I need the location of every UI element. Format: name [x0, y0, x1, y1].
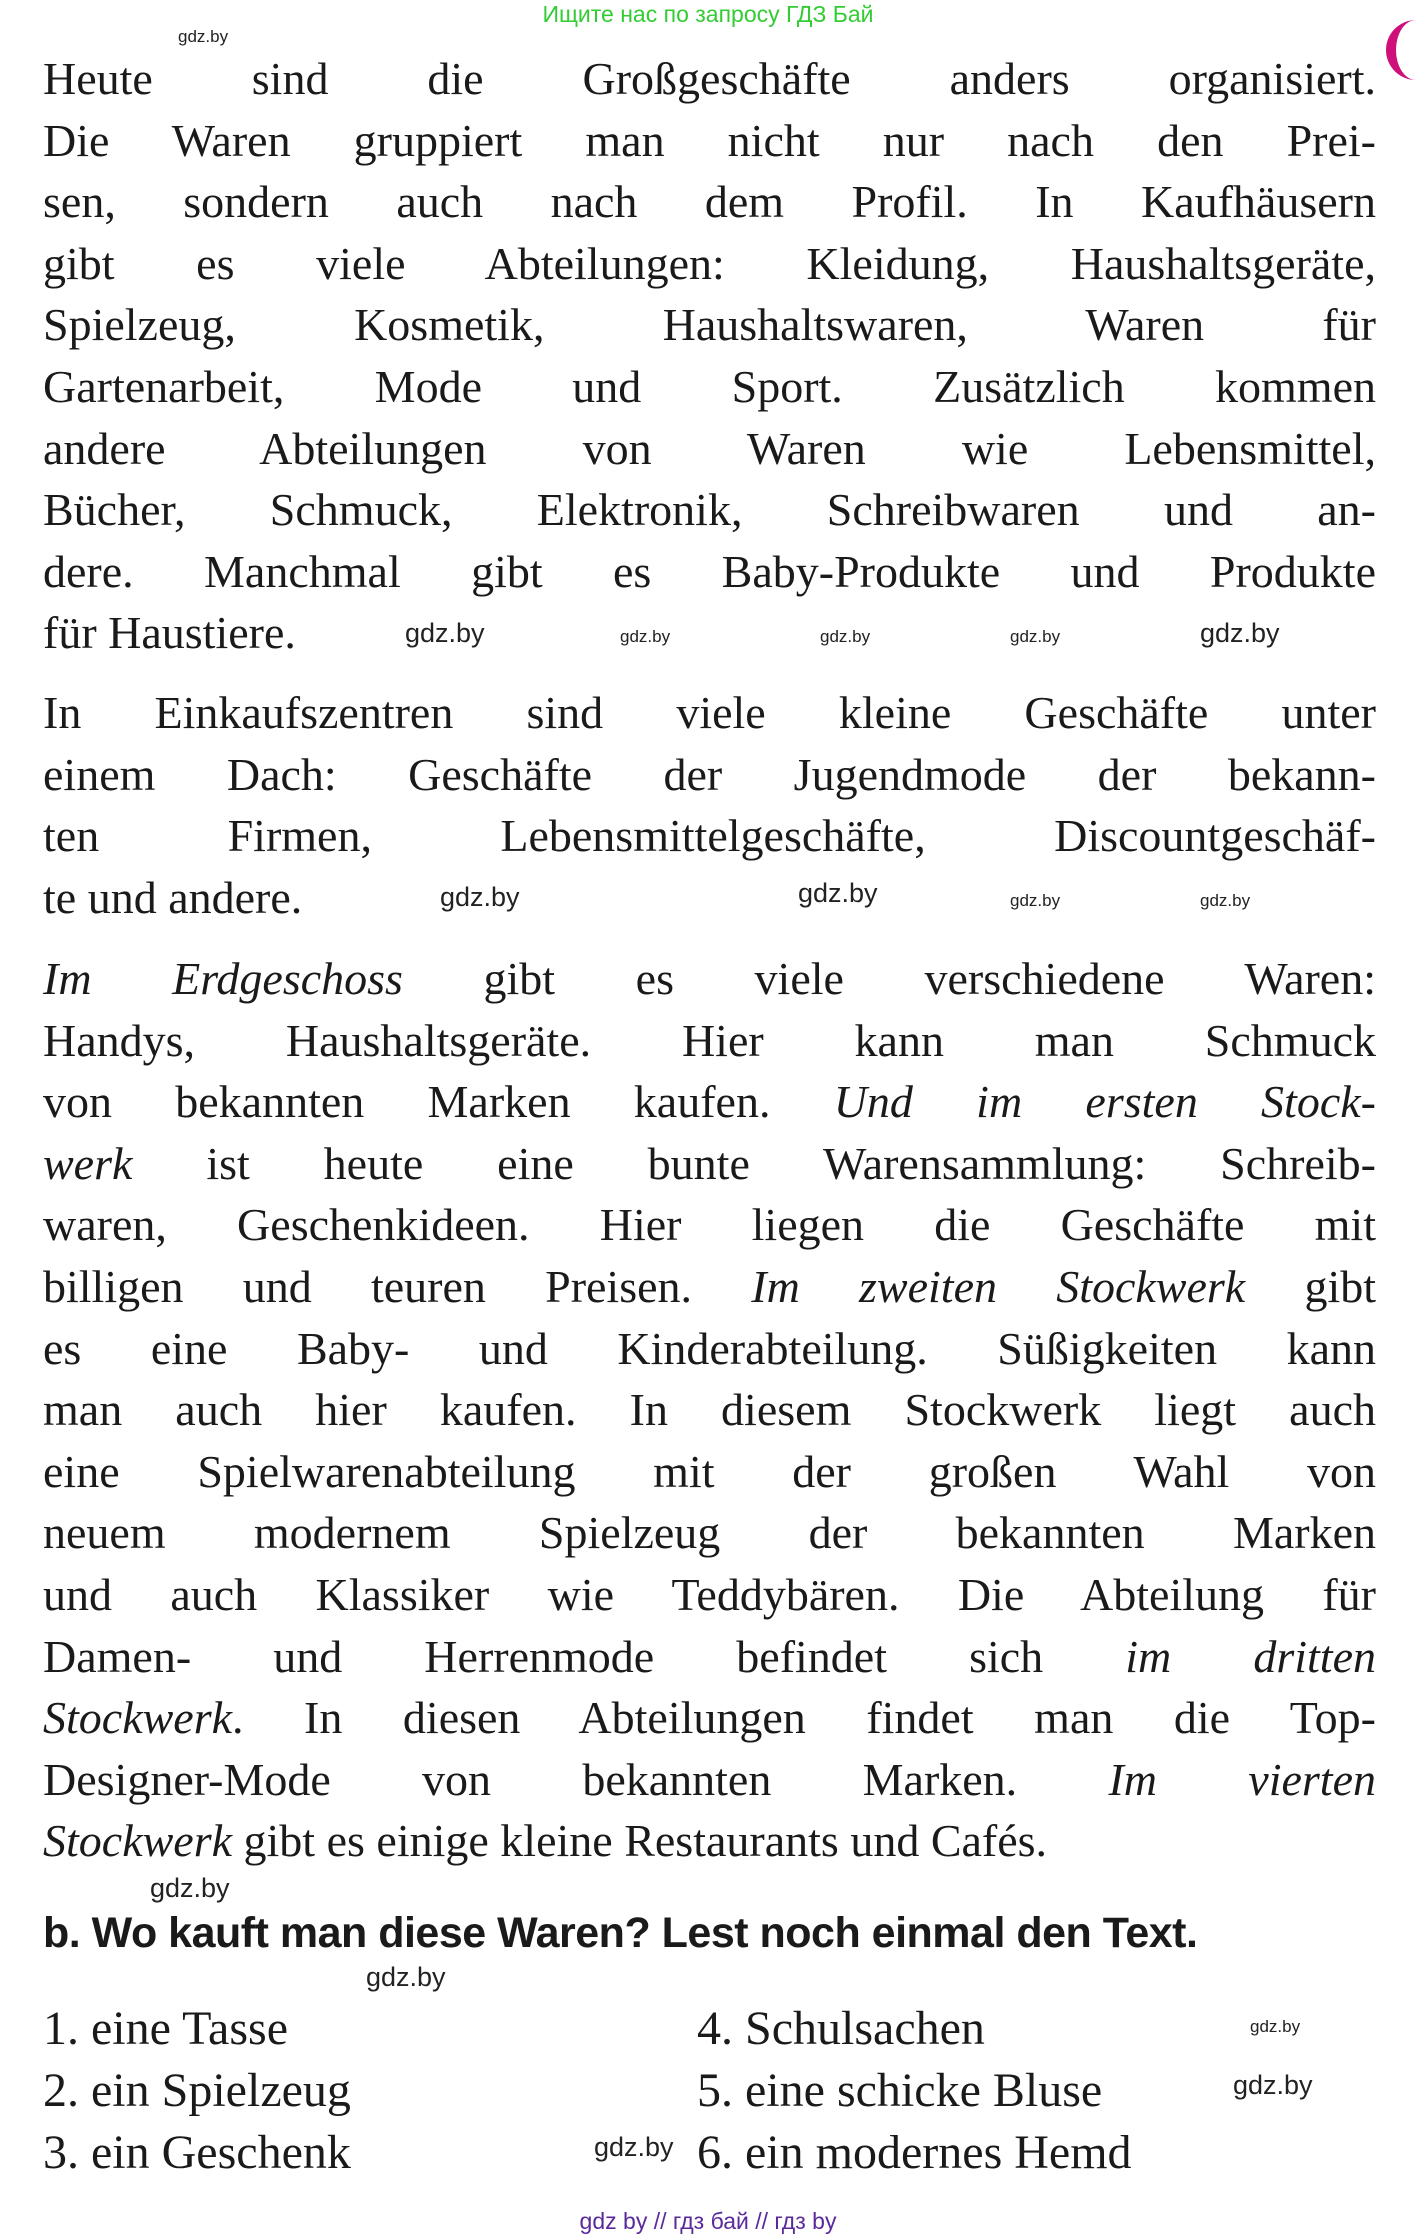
text: gibt: [1245, 1260, 1377, 1312]
watermark: gdz.by: [1200, 891, 1251, 910]
text-line: [43, 1194, 1376, 1256]
text-line: [43, 1379, 1376, 1441]
watermark: gdz.by: [1250, 2017, 1301, 2036]
text: Damen- und Herrenmode befindet sich: [43, 1630, 1126, 1682]
text-line: [43, 682, 1376, 744]
text: es eine Baby- und Kinderabteilung. Süßigkeiten kann: [43, 1322, 1376, 1374]
list-item: 3. ein Geschenk: [43, 2126, 351, 2179]
watermark: gdz.by: [1200, 618, 1280, 648]
text: gibt es viele verschiedene Waren:: [402, 953, 1376, 1004]
watermark: gdz.by: [405, 618, 485, 648]
list-item: 5. eine schicke Bluse: [697, 2064, 1103, 2117]
italic-text: werk: [43, 1137, 133, 1189]
italic-text: Im vierten: [1108, 1753, 1376, 1805]
italic-text: im dritten: [1125, 1630, 1376, 1682]
text-line: [43, 418, 1376, 480]
text-line: [43, 171, 1376, 233]
footer-links[interactable]: gdz by // гдз бай // гдз by: [579, 2208, 837, 2234]
text: eine Spielwarenabteilung mit der großen Wahl von: [43, 1445, 1376, 1497]
watermark: gdz.by: [1010, 627, 1061, 646]
text-line: [43, 1010, 1376, 1072]
text: andere Abteilungen von Waren wie Lebensmittel,: [43, 422, 1376, 474]
text-line: [43, 48, 1376, 110]
text: man auch hier kaufen. In diesem Stockwerk liegt auch: [43, 1384, 1376, 1436]
text: waren, Geschenkideen. Hier liegen die Geschäfte mit: [43, 1199, 1376, 1251]
decorative-corner-shape: [1386, 20, 1416, 80]
text-line: [43, 356, 1376, 418]
text-line: [43, 1564, 1376, 1626]
list-item: 6. ein modernes Hemd: [697, 2126, 1132, 2179]
text-line: [43, 110, 1376, 172]
watermark: gdz.by: [440, 882, 520, 912]
text-line: [43, 1133, 1376, 1195]
list-item: 1. eine Tasse: [43, 2002, 289, 2055]
text-line: [43, 948, 1376, 1010]
text-line: [43, 541, 1376, 603]
text: einem Dach: Geschäfte der Jugendmode der bekann-: [43, 748, 1376, 800]
text: Spielzeug, Kosmetik, Haushaltswaren, Waren für: [43, 299, 1376, 351]
text: gibt es einige kleine Restaurants und Cafés.: [232, 1815, 1048, 1867]
italic-text: Im Erdgeschoss: [43, 953, 403, 1004]
text: gibt es viele Abteilungen: Kleidung, Haushaltsgeräte,: [43, 237, 1376, 289]
text-line: [43, 805, 1376, 867]
paragraph-1: [43, 48, 1376, 664]
italic-text: Stockwerk: [43, 1692, 233, 1744]
text: te und andere.: [43, 871, 303, 923]
watermark: gdz.by: [594, 2132, 674, 2162]
text-line: [43, 479, 1376, 541]
watermark: gdz.by: [798, 878, 878, 908]
text: billigen und teuren Preisen.: [43, 1260, 752, 1312]
list-item: 4. Schulsachen: [697, 2002, 985, 2055]
text: neuem modernem Spielzeug der bekannten Marken: [43, 1507, 1376, 1559]
paragraph-3: [43, 948, 1376, 1872]
text: für Haustiere.: [43, 607, 296, 659]
text-line: [43, 602, 296, 664]
text-line: [43, 1687, 1376, 1749]
italic-text: Stockwerk: [43, 1815, 233, 1867]
watermark: gdz.by: [620, 627, 671, 646]
text-line: [43, 1318, 1376, 1380]
watermark: gdz.by: [1233, 2070, 1313, 2100]
text: und auch Klassiker wie Teddybären. Die Abteilung für: [43, 1568, 1376, 1620]
text-line: [43, 233, 1376, 295]
watermark: gdz.by: [1010, 891, 1061, 910]
text-line: [43, 1071, 1376, 1133]
text: Designer-Mode von bekannten Marken.: [43, 1753, 1109, 1805]
text: sen, sondern auch nach dem Profil. In Kaufhäusern: [43, 176, 1376, 228]
text: In Einkaufszentren sind viele kleine Geschäfte unter: [43, 687, 1376, 738]
text-line: [43, 1810, 1047, 1872]
text: ist heute eine bunte Warensammlung: Schreib-: [132, 1137, 1376, 1189]
watermark: gdz.by: [366, 1962, 446, 1992]
text: dere. Manchmal gibt es Baby-Produkte und Produkte: [43, 545, 1376, 597]
top-search-link[interactable]: Ищите нас по запросу ГДЗ Бай: [542, 1, 874, 27]
text-line: [43, 1441, 1376, 1503]
text: Bücher, Schmuck, Elektronik, Schreibwaren und an-: [43, 484, 1376, 536]
text-line: [43, 744, 1376, 806]
text-line: [43, 1502, 1376, 1564]
watermark: gdz.by: [178, 27, 229, 46]
task-heading: b. Wo kauft man diese Waren? Lest noch einmal den Text.: [43, 1909, 1198, 1957]
text: Die Waren gruppiert man nicht nur nach den Prei-: [43, 114, 1376, 166]
text-line: [43, 1256, 1376, 1318]
text-line: [43, 1626, 1376, 1688]
text: Handys, Haushaltsgeräte. Hier kann man Schmuck: [43, 1014, 1376, 1066]
italic-text: Im zweiten Stockwerk: [751, 1260, 1246, 1312]
italic-text: Und im ersten Stock-: [833, 1076, 1376, 1128]
list-item: 2. ein Spielzeug: [43, 2064, 351, 2117]
text: Gartenarbeit, Mode und Sport. Zusätzlich kommen: [43, 360, 1376, 412]
watermark: gdz.by: [150, 1873, 230, 1903]
text-line: [43, 1749, 1376, 1811]
text-line: [43, 867, 302, 929]
text: ten Firmen, Lebensmittelgeschäfte, Discountgeschäf-: [43, 810, 1376, 862]
text: . In diesen Abteilungen findet man die Top-: [232, 1692, 1376, 1744]
text-line: [43, 294, 1376, 356]
text: von bekannten Marken kaufen.: [43, 1076, 834, 1128]
watermark: gdz.by: [820, 627, 871, 646]
text: Heute sind die Großgeschäfte anders organisiert.: [43, 53, 1376, 104]
paragraph-2: [43, 682, 1376, 928]
